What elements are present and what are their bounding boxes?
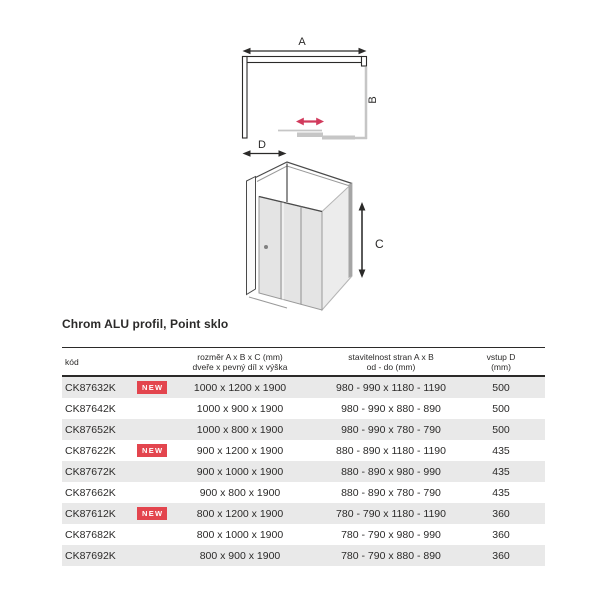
cell-new: [137, 507, 179, 520]
front-glass-face: [259, 197, 322, 311]
wall-top: [243, 57, 362, 63]
table-row: [62, 461, 545, 482]
slide-arrowhead-left: [296, 118, 304, 126]
side-back-profile: [349, 184, 353, 279]
dim-a-arrowhead-right: [359, 48, 367, 54]
section-title: Chrom ALU profil, Point sklo: [62, 317, 229, 331]
product-section: [62, 317, 545, 566]
cell-vstup: 500: [492, 381, 510, 394]
table-row: [62, 398, 545, 419]
cell-rozmer: 800 x 900 x 1900: [199, 549, 281, 562]
cell-stavitelnost: 980 - 990 x 1180 - 1190: [336, 381, 446, 394]
cell-rozmer: 900 x 800 x 1900: [199, 486, 281, 499]
table-row: [62, 524, 545, 545]
cell-stavitelnost: 780 - 790 x 980 - 990: [341, 528, 441, 541]
table-header: [62, 347, 545, 377]
cell-vstup: 360: [492, 528, 510, 541]
sliding-door-panel: [297, 133, 323, 138]
cell-kod: CK87622K: [65, 444, 116, 457]
top-frame-inner: [257, 166, 350, 186]
cell-stavitelnost: 880 - 890 x 780 - 790: [341, 486, 441, 499]
cell-stavitelnost: 880 - 890 x 1180 - 1190: [336, 444, 446, 457]
col-header-kod: kód: [65, 356, 79, 367]
wall-profile-strip: [247, 177, 256, 295]
cell-stavitelnost: 780 - 790 x 880 - 890: [341, 549, 441, 562]
table-row: [62, 377, 545, 398]
dim-c-arrowhead-top: [359, 202, 366, 211]
table-row: [62, 503, 545, 524]
new-badge: NEW: [137, 381, 167, 394]
dim-d-label: D: [258, 139, 266, 151]
cell-rozmer: 1000 x 900 x 1900: [196, 402, 284, 415]
product-table: [62, 347, 545, 566]
cell-kod: CK87612K: [65, 507, 116, 520]
side-glass-face: [322, 184, 352, 311]
cell-vstup: 360: [492, 507, 510, 520]
cell-rozmer: 800 x 1000 x 1900: [196, 528, 284, 541]
cell-vstup: 500: [492, 402, 510, 415]
table-row: [62, 440, 545, 461]
cell-new: [137, 444, 179, 457]
glass-fixed-panel: [322, 136, 355, 140]
iso-view-diagram: [247, 162, 385, 310]
new-badge: NEW: [137, 507, 167, 520]
cell-vstup: 435: [492, 444, 510, 457]
col-header-stavitelnost: [301, 352, 481, 372]
dim-c-label: C: [375, 237, 384, 251]
cell-vstup: 360: [492, 549, 510, 562]
cell-rozmer: 800 x 1200 x 1900: [196, 507, 284, 520]
cell-stavitelnost: 980 - 990 x 880 - 890: [341, 402, 441, 415]
cell-kod: CK87632K: [65, 381, 116, 394]
cell-stavitelnost: 780 - 790 x 1180 - 1190: [336, 507, 446, 520]
new-badge: NEW: [137, 444, 167, 457]
cell-new: [137, 381, 179, 394]
cell-rozmer: 1000 x 1200 x 1900: [193, 381, 287, 394]
dim-b-label: B: [367, 96, 379, 104]
cell-rozmer: 900 x 1000 x 1900: [196, 465, 284, 478]
table-row: [62, 482, 545, 503]
cell-vstup: 500: [492, 423, 510, 436]
col-header-vstup: vstup D (mm): [486, 351, 516, 372]
top-frame-outer: [256, 162, 353, 184]
table-body: [62, 377, 545, 566]
cell-rozmer: 900 x 1200 x 1900: [196, 444, 284, 457]
col-header-rozmer: [179, 352, 301, 372]
dim-c-arrowhead-bottom: [359, 270, 366, 279]
cell-kod: CK87692K: [65, 549, 116, 562]
dim-d-arrowhead-left: [243, 150, 251, 156]
slide-arrowhead-right: [316, 118, 324, 126]
cell-stavitelnost: 980 - 990 x 780 - 790: [341, 423, 441, 436]
col-header-stavitelnost-line2: od - do (mm): [366, 361, 416, 372]
cell-rozmer: 1000 x 800 x 1900: [196, 423, 284, 436]
cell-vstup: 435: [492, 486, 510, 499]
col-header-stavitelnost-line1: stavitelnost stran A x B: [348, 351, 434, 362]
col-header-rozmer-line1: rozměr A x B x C (mm): [197, 351, 283, 362]
cell-stavitelnost: 880 - 890 x 980 - 990: [341, 465, 441, 478]
table-row: [62, 419, 545, 440]
col-header-rozmer-line2: dveře x pevný díl x výška: [192, 361, 288, 372]
wall-left: [243, 57, 248, 139]
cell-vstup: 435: [492, 465, 510, 478]
dim-d-arrowhead-right: [279, 150, 287, 156]
cell-kod: CK87662K: [65, 486, 116, 499]
dim-a-arrowhead-left: [243, 48, 251, 54]
top-view-diagram: [243, 36, 380, 157]
wall-corner-profile: [362, 57, 367, 67]
cell-kod: CK87682K: [65, 528, 116, 541]
cell-kod: CK87652K: [65, 423, 116, 436]
dim-a-label: A: [298, 36, 306, 48]
table-row: [62, 545, 545, 566]
cell-kod: CK87672K: [65, 465, 116, 478]
door-handle-dot: [264, 245, 268, 249]
cell-kod: CK87642K: [65, 402, 116, 415]
